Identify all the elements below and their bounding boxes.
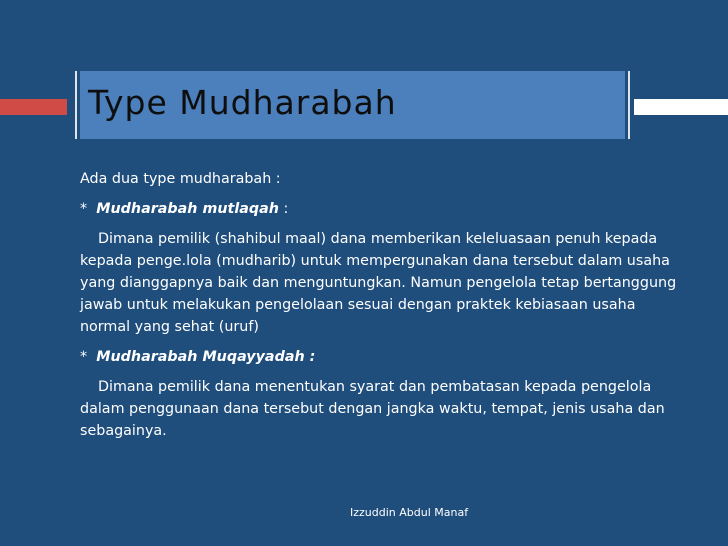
bullet-marker: * <box>80 349 88 365</box>
bullet-item-2-description: Dimana pemilik dana menentukan syarat dan pembatasan kepada pengelola dalam penggunaan dana tersebut dengan jangka waktu, tempat, jenis usaha dan sebagainya. <box>80 379 665 439</box>
title-frame-right-line <box>628 71 630 139</box>
footer-author: Izzuddin Abdul Manaf <box>350 506 469 519</box>
bullet-item-1-heading <box>80 198 685 220</box>
bullet-item-1-label: Mudharabah mutlaqah <box>96 201 279 217</box>
bullet-item-2-heading <box>80 346 685 368</box>
bullet-marker: * <box>80 201 88 217</box>
title-bar <box>80 71 625 139</box>
bullet-item-1-colon: : <box>278 201 289 217</box>
right-accent-bar <box>634 99 728 115</box>
slide-title: Type Mudharabah <box>88 83 397 122</box>
title-frame-left-line <box>75 71 77 139</box>
slide-body <box>80 168 685 450</box>
left-accent-bar <box>0 99 67 115</box>
bullet-item-1-description: Dimana pemilik (shahibul maal) dana memberikan keleluasaan penuh kepada kepada penge.lola (mudharib) untuk mempergunakan dana tersebut dalam usaha yang dianggapnya baik dan menguntungkan. Namun pengelola tetap bertanggung jawab untuk melakukan pengelolaan sesuai dengan praktek kebiasaan usaha normal yang sehat (uruf) <box>80 231 677 335</box>
bullet-item-2-label: Mudharabah Muqayyadah : <box>96 349 316 365</box>
intro-text: Ada dua type mudharabah : <box>80 171 281 187</box>
